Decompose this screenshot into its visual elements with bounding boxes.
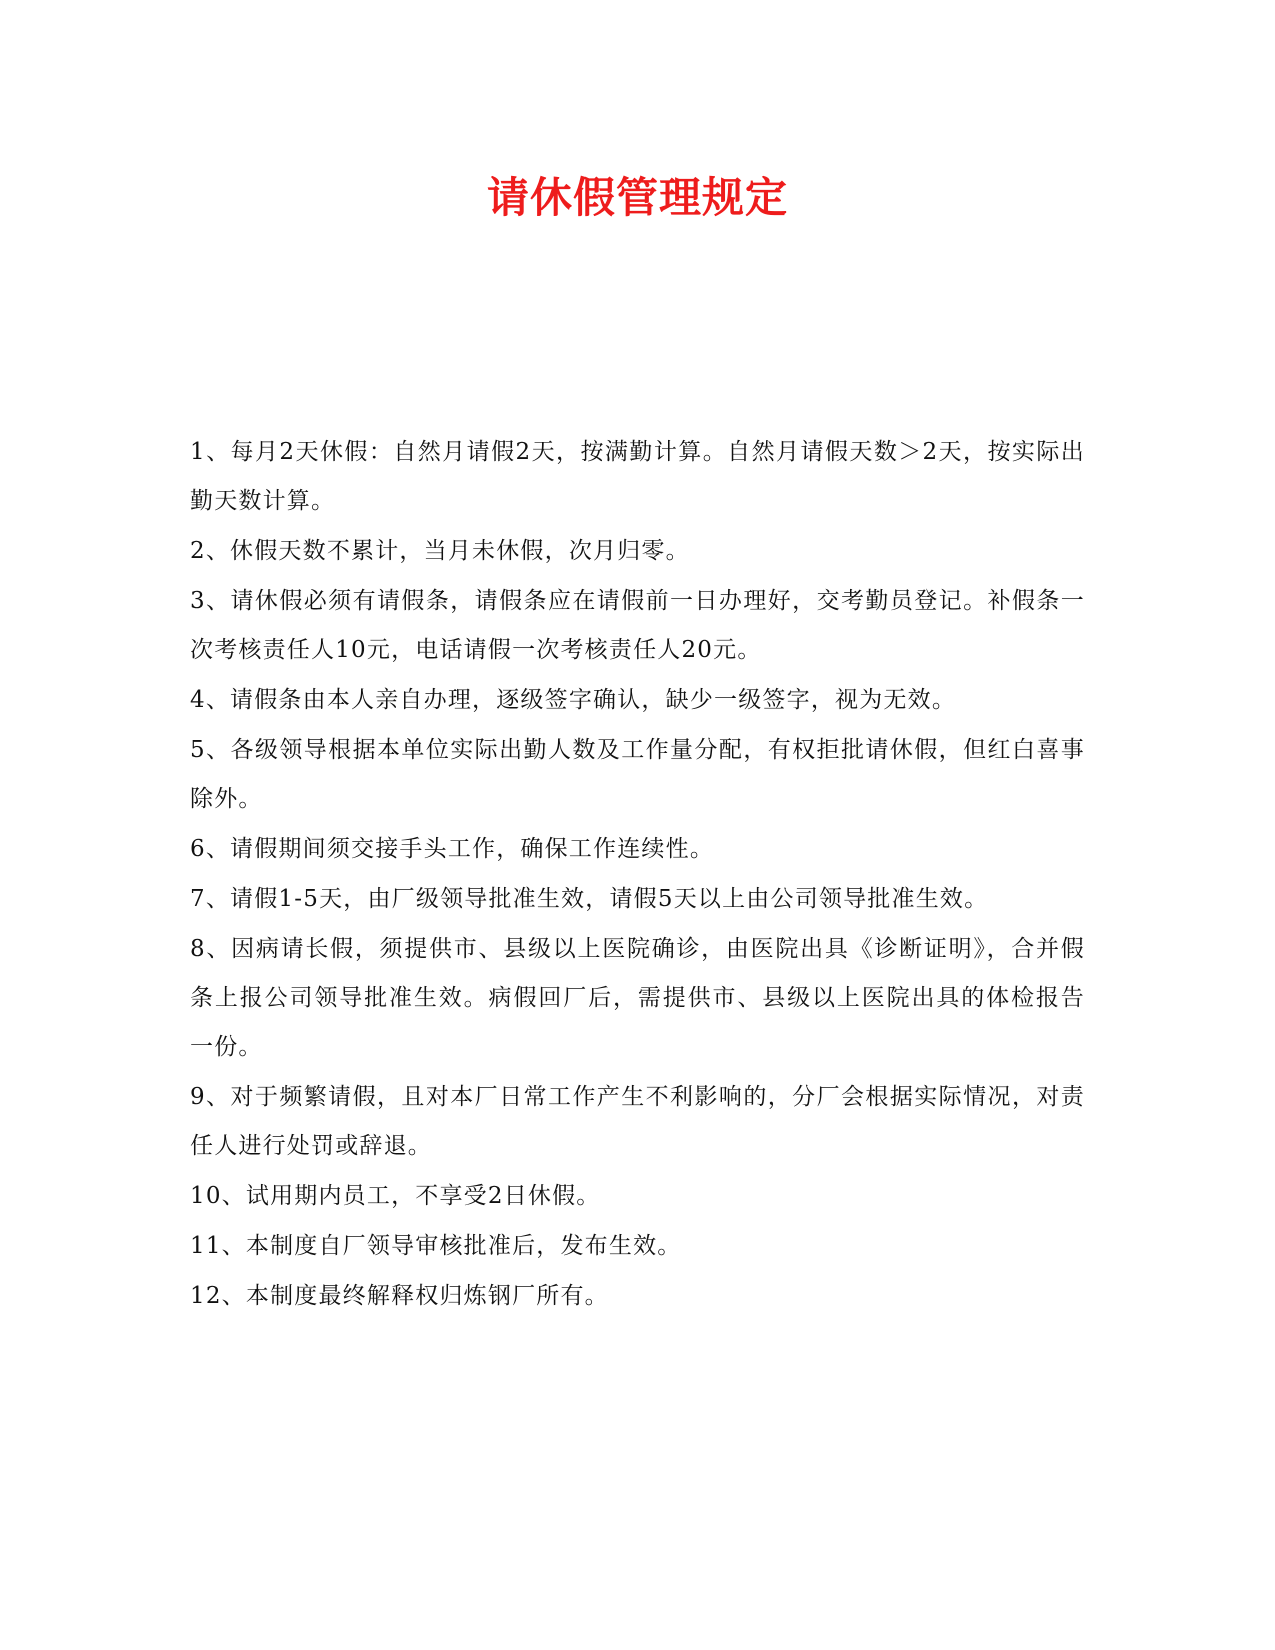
rule-paragraph-10: 10、试用期内员工，不享受2日休假。 xyxy=(190,1183,601,1209)
rule-paragraph-7: 7、请假1-5天，由厂级领导批准生效，请假5天以上由公司领导批准生效。 xyxy=(190,886,989,912)
rule-paragraph-5: 5、各级领导根据本单位实际出勤人数及工作量分配，有权拒批请休假，但红白喜事除外。 xyxy=(190,737,1085,812)
rule-paragraph-2: 2、休假天数不累计，当月未休假，次月归零。 xyxy=(190,538,690,564)
rule-paragraph-8: 8、因病请长假，须提供市、县级以上医院确诊，由医院出具《诊断证明》，合并假条上报公司领导批准生效。病假回厂后，需提供市、县级以上医院出具的体检报告一份。 xyxy=(190,936,1085,1060)
rule-paragraph-9: 9、对于频繁请假，且对本厂日常工作产生不利影响的，分厂会根据实际情况，对责任人进行处罚或辞退。 xyxy=(190,1084,1085,1159)
rule-paragraph-3: 3、请休假必须有请假条，请假条应在请假前一日办理好，交考勤员登记。补假条一次考核责任人10元，电话请假一次考核责任人20元。 xyxy=(190,588,1085,663)
rule-paragraph-11: 11、本制度自厂领导审核批准后，发布生效。 xyxy=(190,1233,682,1259)
document-title: 请休假管理规定 xyxy=(486,173,788,222)
rule-paragraph-6: 6、请假期间须交接手头工作，确保工作连续性。 xyxy=(190,836,715,862)
rule-paragraph-12: 12、本制度最终解释权归炼钢厂所有。 xyxy=(190,1283,609,1309)
rule-paragraph-4: 4、请假条由本人亲自办理，逐级签字确认，缺少一级签字，视为无效。 xyxy=(190,687,957,713)
document-body xyxy=(190,428,1085,1322)
rule-paragraph-1: 1、每月2天休假：自然月请假2天，按满勤计算。自然月请假天数＞2天，按实际出勤天数计算。 xyxy=(190,439,1085,514)
